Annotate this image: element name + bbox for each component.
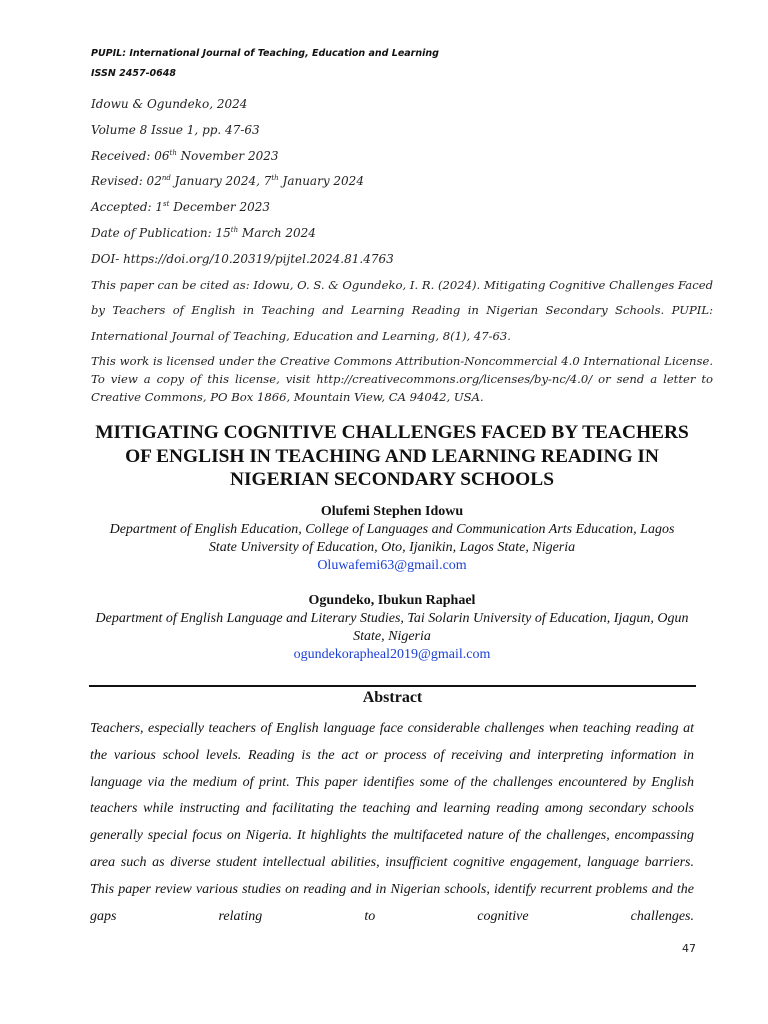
journal-name: PUPIL: International Journal of Teaching, Education and Learning <box>91 48 439 59</box>
doi-link[interactable]: DOI- https://doi.org/10.20319/pijtel.2024.81.4763 <box>91 251 394 266</box>
abstract-text: Teachers, especially teachers of English language face considerable challenges when teaching reading at the various school levels. Reading is the act or process of receiving and interpreting information in language via the medium of print. This paper identifies some of the challenges encountered by English teachers while instructing and facilitating the teaching and learning reading among secondary schools generally special focus on Nigeria. It highlights the multifaceted nature of the challenges, encompassing area such as diverse student intellectual abilities, insufficient cognitive engagement, language barriers. This paper review various studies on reading and in Nigerian schools, identify recurrent problems and the gaps relating to cognitive challenges. <box>90 721 694 924</box>
authors-year: Idowu & Ogundeko, 2024 <box>91 97 248 111</box>
author-block-2 <box>80 592 704 664</box>
revised-date: Revised: 02nd January 2024, 7th January 2024 <box>91 174 364 189</box>
journal-issn: ISSN 2457-0648 <box>91 68 176 79</box>
citation-note: This paper can be cited as: Idowu, O. S. & Ogundeko, I. R. (2024). Mitigating Cognitive Challenges Faced by Teachers of English in Teaching and Learning Reading in Nigerian Secondary Schools. PUPIL: International Journal of Teaching, Education and Learning, 8(1), 47-63. <box>91 277 713 344</box>
abstract-divider <box>89 685 696 687</box>
page-number: 47 <box>682 942 696 955</box>
journal-header <box>91 44 691 84</box>
license-note: This work is licensed under the Creative Commons Attribution-Noncommercial 4.0 International License. To view a copy of this license, visit http://creativecommons.org/licenses/by-nc/4.0/ or send a letter to Creative Commons, PO Box 1866, Mountain View, CA 94042, USA. <box>91 353 713 404</box>
author-affiliation: Department of English Education, College of Languages and Communication Arts Education, Lagos State University of Education, Oto, Ijanikin, Lagos State, Nigeria <box>109 522 675 555</box>
paper-title: MITIGATING COGNITIVE CHALLENGES FACED BY TEACHERS OF ENGLISH IN TEACHING AND LEARNING READING IN NIGERIAN SECONDARY SCHOOLS <box>95 422 689 490</box>
author-name: Ogundeko, Ibukun Raphael <box>308 593 476 608</box>
author-affiliation: Department of English Language and Literary Studies, Tai Solarin University of Education, Ijagun, Ogun State, Nigeria <box>95 611 689 644</box>
publication-date: Date of Publication: 15th March 2024 <box>91 225 316 240</box>
article-metadata <box>91 92 713 406</box>
author-email[interactable]: ogundekorapheal2019@gmail.com <box>293 647 491 662</box>
abstract-heading: Abstract <box>362 689 423 706</box>
author-email[interactable]: Oluwafemi63@gmail.com <box>317 558 467 573</box>
author-name: Olufemi Stephen Idowu <box>320 504 464 519</box>
accepted-date: Accepted: 1st December 2023 <box>91 200 271 215</box>
author-block-1 <box>80 503 704 575</box>
volume-info: Volume 8 Issue 1, pp. 47-63 <box>91 122 260 137</box>
received-date: Received: 06th November 2023 <box>91 148 279 163</box>
